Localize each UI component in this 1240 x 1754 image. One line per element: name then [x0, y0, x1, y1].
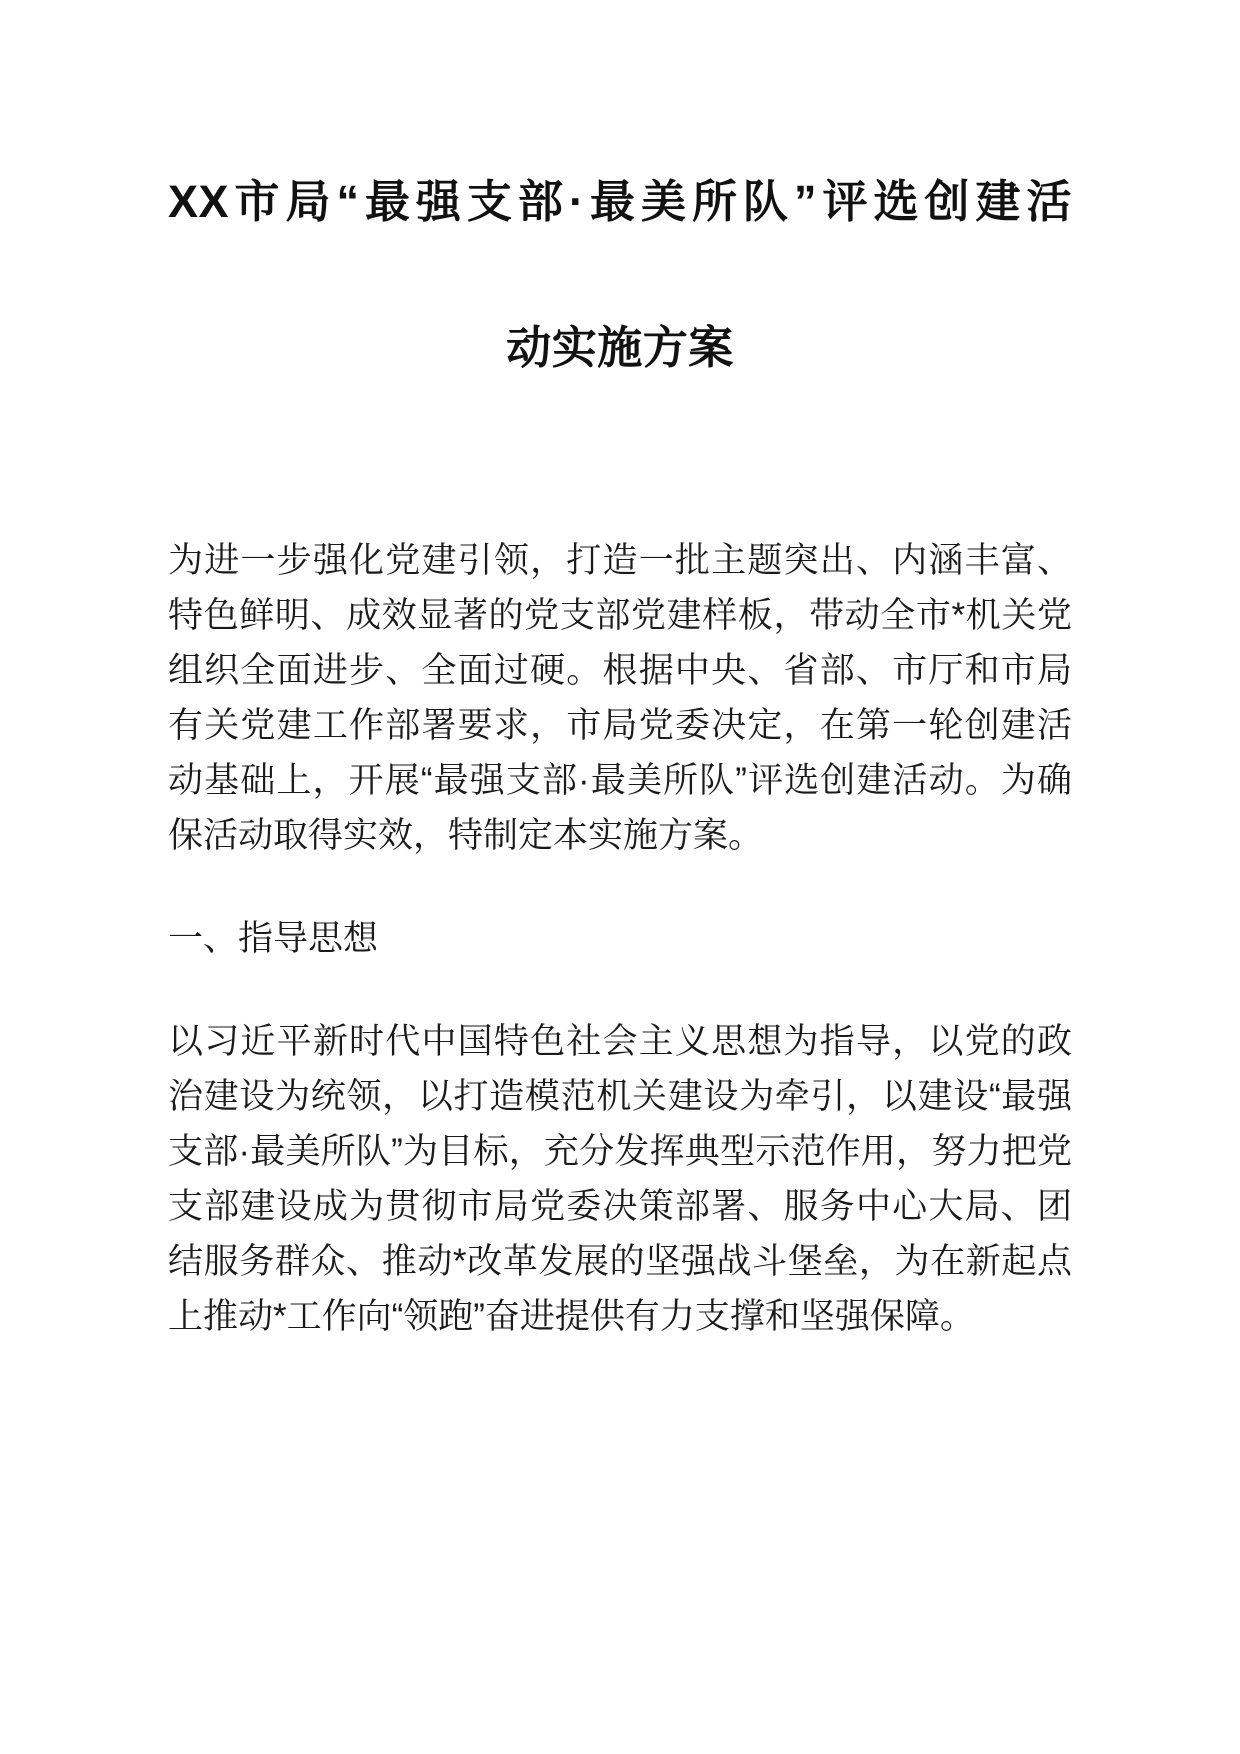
document-content — [168, 0, 1072, 1344]
section-heading-guiding-ideology: 一、指导思想 — [168, 918, 379, 958]
document-title — [168, 0, 1072, 383]
intro-paragraph: 为进一步强化党建引领，打造一批主题突出、内涵丰富、特色鲜明、成效显著的党支部党建样板，带动全市*机关党组织全面进步、全面过硬。根据中央、省部、市厅和市局有关党建工作部署要求，市局党委决定，在第一轮创建活动基础上，开展“最强支部·最美所队”评选创建活动。为确保活动取得实效，特制定本实施方案。 — [168, 540, 1072, 855]
section-body-guiding-ideology: 以习近平新时代中国特色社会主义思想为指导，以党的政治建设为统领，以打造模范机关建设为牵引，以建设“最强支部·最美所队”为目标，充分发挥典型示范作用，努力把党支部建设成为贯彻市局党委决策部署、服务中心大局、团结服务群众、推动*改革发展的坚强战斗堡垒，为在新起点上推动*工作向“领跑”奋进提供有力支撑和坚强保障。 — [168, 1021, 1072, 1336]
document-title-line-1: XX市局“最强支部·最美所队”评选创建活 — [168, 176, 1072, 227]
title-body-spacer — [168, 383, 1072, 533]
document-title-line-2: 动实施方案 — [506, 322, 734, 374]
